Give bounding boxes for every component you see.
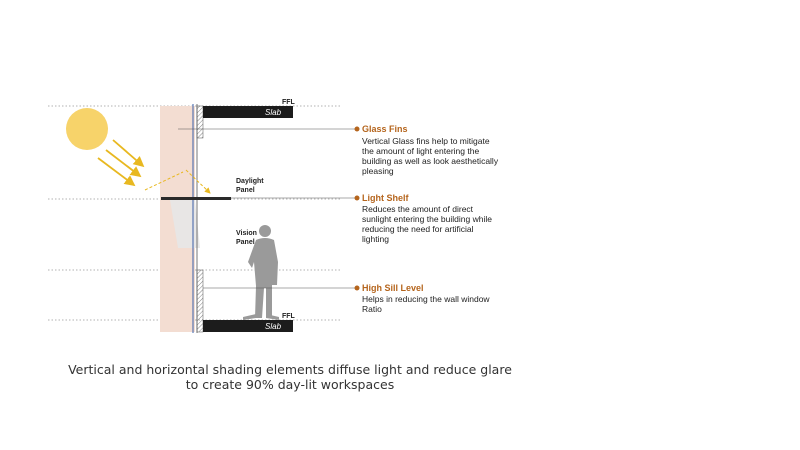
sun-rays xyxy=(98,140,143,185)
glass-fin-lower xyxy=(197,270,203,332)
diagram-caption: Vertical and horizontal shading elements diffuse light and reduce glare to create 90% day-lit workspaces xyxy=(68,362,512,392)
slab-label-bottom: Slab xyxy=(265,322,282,331)
annotation-title-high-sill: High Sill Level xyxy=(362,283,424,293)
light-shelf xyxy=(161,197,231,200)
annotation-desc-light-shelf: Reduces the amount of direct sunlight entering the building while reducing the need for artificial lighting xyxy=(362,204,492,244)
ffl-label-top: FFL xyxy=(282,99,295,106)
slab-label-top: Slab xyxy=(265,108,282,117)
annotation-title-glass-fins: Glass Fins xyxy=(362,124,408,134)
annotation-desc-high-sill: Helps in reducing the wall window Ratio xyxy=(362,294,490,314)
daylight-panel-label: Daylight Panel xyxy=(236,178,264,194)
sun-ray-1 xyxy=(113,140,143,166)
annotation-desc-glass-fins: Vertical Glass fins help to mitigate the amount of light entering the building as well as look aesthetically pleasing xyxy=(362,136,499,176)
sun-icon xyxy=(66,108,108,150)
sun-ray-2 xyxy=(98,158,134,185)
ffl-label-bottom: FFL xyxy=(282,313,295,320)
annotation-title-light-shelf: Light Shelf xyxy=(362,193,409,203)
vision-panel-label: Vision Panel xyxy=(236,230,257,246)
leader-dot-light-shelf xyxy=(355,196,360,201)
glass-fin-upper xyxy=(197,106,203,138)
sun-ray-3 xyxy=(106,150,140,176)
leader-dot-high-sill xyxy=(355,286,360,291)
leader-dot-glass-fins xyxy=(355,127,360,132)
